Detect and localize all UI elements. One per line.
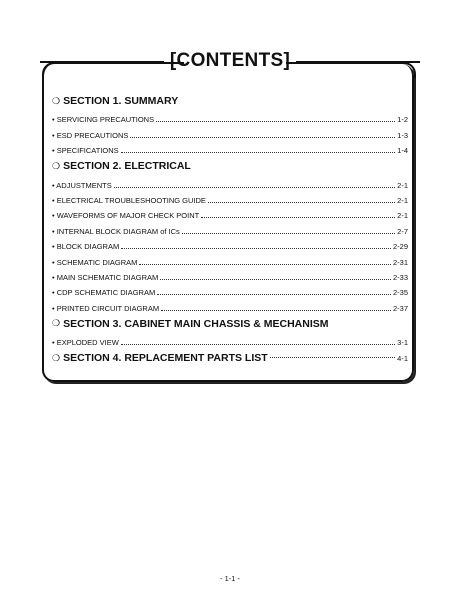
entry-label: • SPECIFICATIONS <box>52 146 119 156</box>
toc-entry <box>52 297 408 312</box>
section-page: 4-1 <box>397 353 408 363</box>
entry-label: • PRINTED CIRCUIT DIAGRAM <box>52 303 160 313</box>
entry-label: • WAVEFORMS OF MAJOR CHECK POINT <box>52 211 200 221</box>
entry-page: 2-29 <box>392 242 408 252</box>
toc-entry <box>52 140 408 155</box>
leader-dots <box>182 233 395 234</box>
leader-dots <box>156 121 395 122</box>
entry-page: 2-7 <box>397 226 408 236</box>
toc-entry <box>52 236 408 251</box>
entry-page: 1-2 <box>397 115 408 125</box>
toc-entry <box>52 282 408 297</box>
entry-page: 2-37 <box>392 303 408 313</box>
entry-label: • BLOCK DIAGRAM <box>52 242 120 252</box>
leader-dots <box>208 202 395 203</box>
toc-entry <box>52 220 408 235</box>
section-label: SECTION 4. REPLACEMENT PARTS LIST <box>63 352 268 365</box>
entry-page: 2-31 <box>392 257 408 267</box>
leader-dots <box>121 152 395 153</box>
entry-page: 2-1 <box>397 195 408 205</box>
toc-entry <box>52 190 408 205</box>
leader-dots <box>201 217 395 218</box>
leader-dots <box>139 264 391 265</box>
section-heading-4 <box>52 350 408 366</box>
section-label: SECTION 2. ELECTRICAL <box>63 160 191 173</box>
leader-dots <box>160 279 391 280</box>
entry-page: 2-1 <box>397 211 408 221</box>
entry-label: • MAIN SCHEMATIC DIAGRAM <box>52 272 159 282</box>
entry-label: • ESD PRECAUTIONS <box>52 130 129 140</box>
entry-label: • EXPLODED VIEW <box>52 338 119 348</box>
section-heading-2 <box>52 158 408 174</box>
entry-label: • SERVICING PRECAUTIONS <box>52 115 155 125</box>
entry-label: • CDP SCHEMATIC DIAGRAM <box>52 288 156 298</box>
leader-dots <box>270 357 396 358</box>
entry-label: • INTERNAL BLOCK DIAGRAM of ICs <box>52 226 180 236</box>
entry-page: 1-4 <box>397 146 408 156</box>
toc-entry <box>52 109 408 124</box>
section-heading-3 <box>52 316 408 332</box>
leader-dots <box>161 310 391 311</box>
toc-entry <box>52 267 408 282</box>
leader-dots <box>121 248 391 249</box>
circle-bullet-icon: ❍ <box>52 318 61 329</box>
toc-entry <box>52 174 408 189</box>
entry-label: • ELECTRICAL TROUBLESHOOTING GUIDE <box>52 195 206 205</box>
toc-entry <box>52 251 408 266</box>
leader-dots <box>121 344 395 345</box>
circle-bullet-icon: ❍ <box>52 95 61 106</box>
entry-label: • ADJUSTMENTS <box>52 180 112 190</box>
leader-dots <box>130 137 395 138</box>
entry-page: 2-1 <box>397 180 408 190</box>
circle-bullet-icon: ❍ <box>52 160 61 171</box>
entry-page: 1-3 <box>397 130 408 140</box>
section-heading-1 <box>52 93 408 109</box>
entry-page: 3-1 <box>397 338 408 348</box>
toc-entry <box>52 205 408 220</box>
page-title-text: [CONTENTS] <box>164 50 296 71</box>
entry-page: 2-33 <box>392 272 408 282</box>
entry-page: 2-35 <box>392 288 408 298</box>
leader-dots <box>114 187 395 188</box>
leader-dots <box>157 294 391 295</box>
section-label: SECTION 3. CABINET MAIN CHASSIS & MECHANISM <box>63 317 329 330</box>
section-label: SECTION 1. SUMMARY <box>63 95 179 107</box>
contents-frame-top-left <box>42 62 184 78</box>
toc-entry <box>52 332 408 347</box>
entry-label: • SCHEMATIC DIAGRAM <box>52 257 138 267</box>
page-number-footer: - 1-1 - <box>219 574 240 583</box>
toc-entry <box>52 124 408 139</box>
contents-frame-top-right <box>286 62 416 78</box>
table-of-contents <box>52 90 408 366</box>
circle-bullet-icon: ❍ <box>52 352 61 363</box>
